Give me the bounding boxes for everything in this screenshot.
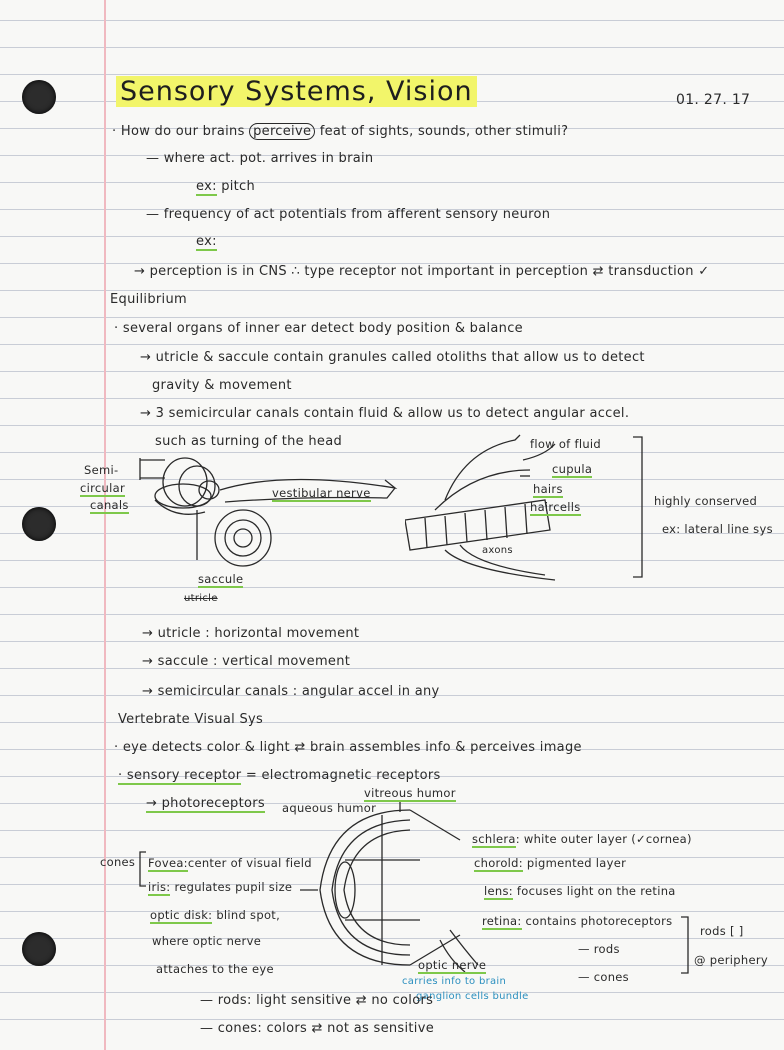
note-line: → saccule : vertical movement xyxy=(142,654,351,669)
section-heading: Vertebrate Visual Sys xyxy=(118,712,264,727)
bracket xyxy=(628,432,648,582)
hair-cell-drawing xyxy=(405,430,645,585)
eye-label: — rods xyxy=(578,942,620,956)
eye-label: retina: contains photoreceptors xyxy=(482,914,673,928)
eye-annotation: carries info to brain xyxy=(402,976,507,987)
note-line: · sensory receptor = electromagnetic receptors xyxy=(118,768,441,783)
ear-label: cupula xyxy=(552,462,593,476)
ear-label: hairs xyxy=(533,482,563,496)
eye-label: optic disk: blind spot, xyxy=(150,908,281,922)
eye-label: aqueous humor xyxy=(282,801,377,815)
note-line: — frequency of act potentials from afferent sensory neuron xyxy=(146,207,551,222)
eye-label: schlera: white outer layer (✓cornea) xyxy=(472,832,692,846)
note-line: — cones: colors ⇄ not as sensitive xyxy=(200,1021,434,1036)
note-line: → 3 semicircular canals contain fluid & allow us to detect angular accel. xyxy=(140,406,630,421)
ear-label: flow of fluid xyxy=(530,437,602,451)
ear-label: ex: lateral line sys xyxy=(662,522,773,536)
ear-label: circular xyxy=(80,481,125,495)
eye-drawing xyxy=(300,800,480,975)
note-line: → semicircular canals : angular accel in any xyxy=(142,684,440,699)
ear-label: haircells xyxy=(530,500,581,514)
eye-label: iris: regulates pupil size xyxy=(148,880,293,894)
binder-hole-bottom xyxy=(22,932,56,966)
note-line: · How do our brains perceive feat of sights, sounds, other stimuli? xyxy=(112,124,569,139)
section-heading: Equilibrium xyxy=(110,292,187,307)
note-line: → perception is in CNS ∴ type receptor not important in perception ⇄ transduction ✓ xyxy=(134,264,710,279)
eye-label: rods [ ] xyxy=(700,924,744,938)
page-title: Sensory Systems, Vision xyxy=(116,76,477,107)
eye-label: where optic nerve xyxy=(152,934,262,948)
circled-word: perceive xyxy=(249,123,315,140)
note-line: ex: pitch xyxy=(196,179,256,194)
eye-label: attaches to the eye xyxy=(156,962,274,976)
ear-label: Semi- xyxy=(84,463,119,477)
note-line: — rods: light sensitive ⇄ no colors xyxy=(200,993,434,1008)
ear-label: highly conserved xyxy=(654,494,758,508)
ear-label: saccule xyxy=(198,572,244,586)
inner-ear-drawing xyxy=(125,450,415,575)
bracket xyxy=(138,850,148,888)
eye-label: vitreous humor xyxy=(364,786,456,800)
ear-label: utricle xyxy=(184,593,218,604)
note-line: · eye detects color & light ⇄ brain assembles info & perceives image xyxy=(114,740,582,755)
note-line: ex: xyxy=(196,234,217,249)
binder-hole-middle xyxy=(22,507,56,541)
eye-label: optic nerve xyxy=(418,958,487,972)
date: 01. 27. 17 xyxy=(676,92,751,108)
ear-label: canals xyxy=(90,498,129,512)
eye-label: — cones xyxy=(578,970,629,984)
note-line: → utricle & saccule contain granules called otoliths that allow us to detect xyxy=(140,350,645,365)
eye-label: lens: focuses light on the retina xyxy=(484,884,676,898)
note-line: · several organs of inner ear detect body position & balance xyxy=(114,321,523,336)
eye-label: @ periphery xyxy=(694,953,768,967)
bracket xyxy=(678,914,694,976)
margin-line xyxy=(104,0,106,1050)
eye-annotation: ganglion cells bundle xyxy=(416,991,529,1002)
ear-label: vestibular nerve xyxy=(272,486,371,500)
binder-hole-top xyxy=(22,80,56,114)
note-line: such as turning of the head xyxy=(155,434,343,449)
eye-label: cones xyxy=(100,855,136,869)
note-line: → utricle : horizontal movement xyxy=(142,626,360,641)
eye-label: chorold: pigmented layer xyxy=(474,856,627,870)
eye-label: Fovea:center of visual field xyxy=(148,856,312,870)
ear-label: axons xyxy=(482,545,513,556)
note-line: gravity & movement xyxy=(152,378,292,393)
note-line: → photoreceptors xyxy=(146,796,265,811)
note-line: — where act. pot. arrives in brain xyxy=(146,151,374,166)
